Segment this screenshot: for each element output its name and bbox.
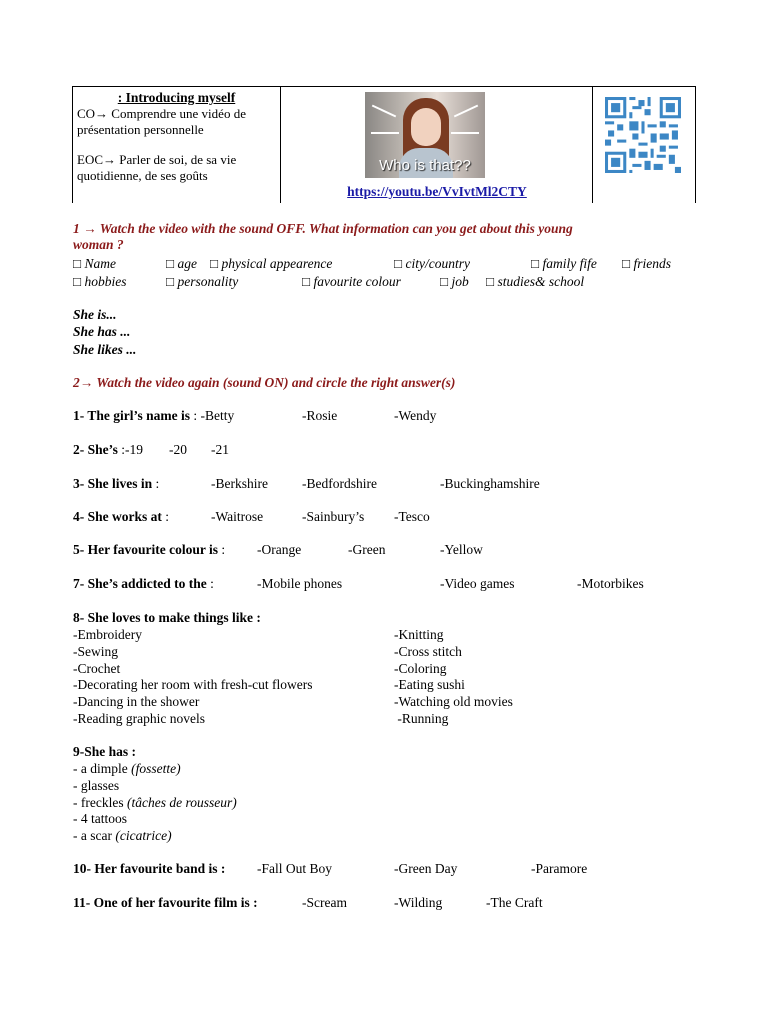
option-scar[interactable]: - a scar (cicatrice)	[73, 828, 172, 843]
checkbox-friends[interactable]: □ friends	[622, 256, 672, 271]
option-embroidery[interactable]: -Embroidery	[73, 627, 142, 642]
item-works-row: 4- She works at :	[73, 509, 170, 524]
option-19[interactable]: -19	[125, 442, 144, 457]
q1-title-line2: woman ?	[73, 237, 124, 252]
co-objective-line1: CO→ Comprendre une vidéo de	[77, 106, 246, 121]
prompt-she-likes: She likes ...	[73, 342, 137, 357]
item-film-label: 11- One of her favourite film is :	[73, 895, 258, 910]
option-decorating-room[interactable]: -Decorating her room with fresh-cut flowers	[73, 677, 313, 692]
header-qr-cell	[593, 87, 695, 203]
checkbox-age[interactable]: □ age	[166, 256, 198, 271]
option-berkshire[interactable]: -Berkshire	[211, 476, 268, 491]
item-lives-row: 3- She lives in :	[73, 476, 160, 491]
option-paramore[interactable]: -Paramore	[531, 861, 588, 876]
header-objectives-cell	[73, 87, 281, 203]
option-the-craft[interactable]: -The Craft	[486, 895, 543, 910]
option-watching-old-movies[interactable]: -Watching old movies	[394, 694, 513, 709]
q1-title-line1: 1 → Watch the video with the sound OFF. What information can you get about this young	[73, 221, 573, 236]
video-thumbnail[interactable]	[365, 92, 485, 178]
option-running[interactable]: -Running	[394, 711, 449, 726]
item-colour-row: 5- Her favourite colour is :	[73, 542, 226, 557]
option-video-games[interactable]: -Video games	[440, 576, 515, 591]
prompt-she-is: She is...	[73, 307, 117, 322]
item-works-label: 4- She works at	[73, 509, 162, 524]
option-buckinghamshire[interactable]: -Buckinghamshire	[440, 476, 540, 491]
option-dancing-shower[interactable]: -Dancing in the shower	[73, 694, 200, 709]
option-green[interactable]: -Green	[348, 542, 386, 557]
option-coloring[interactable]: -Coloring	[394, 661, 447, 676]
checkbox-job[interactable]: □ job	[440, 274, 469, 289]
option-scream[interactable]: -Scream	[302, 895, 347, 910]
option-betty[interactable]: -Betty	[200, 408, 235, 423]
qr-code-icon	[605, 97, 681, 173]
item-make-label: 8- She loves to make things like :	[73, 610, 261, 625]
option-4-tattoos[interactable]: - 4 tattoos	[73, 811, 127, 826]
option-dimple[interactable]: - a dimple (fossette)	[73, 761, 181, 776]
checkbox-hobbies[interactable]: □ hobbies	[73, 274, 127, 289]
checkbox-city-country[interactable]: □ city/country	[394, 256, 471, 271]
item-age-label: 2- She’s	[73, 442, 118, 457]
header-table	[72, 86, 696, 203]
checkbox-studies-school[interactable]: □ studies& school	[486, 274, 585, 289]
option-freckles[interactable]: - freckles (tâches de rousseur)	[73, 795, 237, 810]
checkbox-name[interactable]: □ Name	[73, 256, 117, 271]
option-knitting[interactable]: -Knitting	[394, 627, 444, 642]
worksheet-title: : Introducing myself	[117, 90, 236, 105]
option-wilding[interactable]: -Wilding	[394, 895, 443, 910]
option-waitrose[interactable]: -Waitrose	[211, 509, 264, 524]
header-video-cell	[281, 87, 593, 203]
checkbox-personality[interactable]: □ personality	[166, 274, 239, 289]
option-mobile-phones[interactable]: -Mobile phones	[257, 576, 343, 591]
option-wendy[interactable]: -Wendy	[394, 408, 437, 423]
checkbox-physical-appearence[interactable]: □ physical appearence	[210, 256, 333, 271]
item-lives-label: 3- She lives in	[73, 476, 153, 491]
option-bedfordshire[interactable]: -Bedfordshire	[302, 476, 377, 491]
option-orange[interactable]: -Orange	[257, 542, 302, 557]
option-20[interactable]: -20	[169, 442, 187, 457]
co-objective-line2: présentation personnelle	[77, 122, 204, 137]
checkbox-family-fife[interactable]: □ family fife	[531, 256, 597, 271]
option-sewing[interactable]: -Sewing	[73, 644, 118, 659]
item-has-label: 9-She has :	[73, 744, 137, 759]
q2-title: 2→ Watch the video again (sound ON) and circle the right answer(s)	[73, 375, 456, 390]
item-addicted-label: 7- She’s addicted to the	[73, 576, 207, 591]
checkbox-favourite-colour[interactable]: □ favourite colour	[302, 274, 401, 289]
thumbnail-caption: Who is that??	[379, 157, 471, 174]
option-fall-out-boy[interactable]: -Fall Out Boy	[257, 861, 333, 876]
option-21[interactable]: -21	[211, 442, 229, 457]
item-band-label: 10- Her favourite band is :	[73, 861, 226, 876]
option-sainburys[interactable]: -Sainbury’s	[302, 509, 365, 524]
option-reading-graphic-novels[interactable]: -Reading graphic novels	[73, 711, 205, 726]
prompt-she-has: She has ...	[73, 324, 131, 339]
eoc-objective-line1: EOC→ Parler de soi, de sa vie	[77, 152, 237, 167]
option-motorbikes[interactable]: -Motorbikes	[577, 576, 644, 591]
option-green-day[interactable]: -Green Day	[394, 861, 458, 876]
option-yellow[interactable]: -Yellow	[440, 542, 483, 557]
video-link[interactable]: https://youtu.be/VvIvtMl2CTY	[347, 184, 527, 199]
option-glasses[interactable]: - glasses	[73, 778, 120, 793]
item-age-row: 2- She’s :-19	[73, 442, 144, 457]
item-colour-label: 5- Her favourite colour is	[73, 542, 218, 557]
item-addicted-row: 7- She’s addicted to the :	[73, 576, 214, 591]
option-crochet[interactable]: -Crochet	[73, 661, 121, 676]
item-name-label: 1- The girl’s name is	[73, 408, 190, 423]
option-eating-sushi[interactable]: -Eating sushi	[394, 677, 465, 692]
eoc-objective-line2: quotidienne, de ses goûts	[77, 168, 208, 183]
option-rosie[interactable]: -Rosie	[302, 408, 338, 423]
option-cross-stitch[interactable]: -Cross stitch	[394, 644, 462, 659]
item-name-row: 1- The girl’s name is : -Betty	[73, 408, 235, 423]
option-tesco[interactable]: -Tesco	[394, 509, 430, 524]
